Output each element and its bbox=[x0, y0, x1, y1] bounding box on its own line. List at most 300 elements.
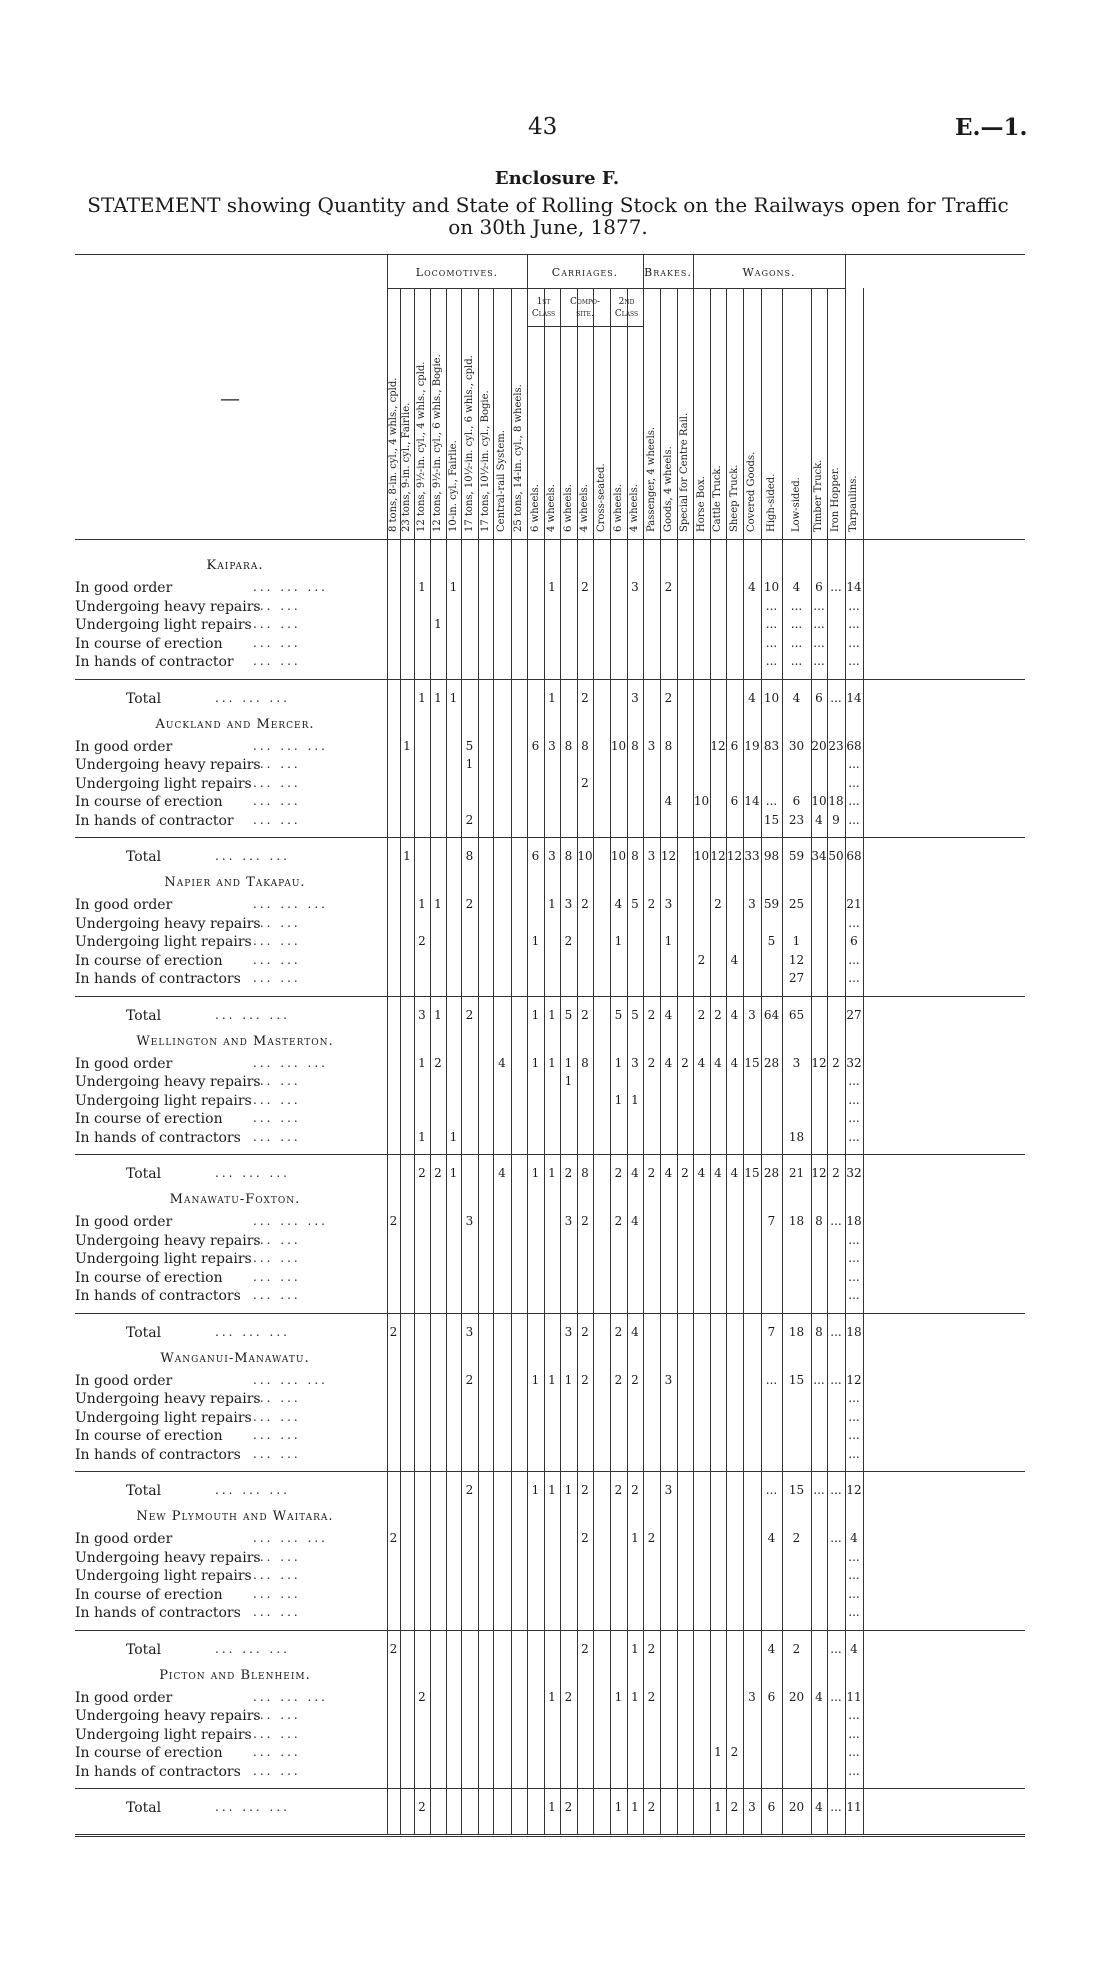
row-label: In good order bbox=[75, 738, 173, 755]
total-cell: 10 bbox=[577, 849, 593, 863]
total-cell: 2 bbox=[418, 1800, 426, 1814]
column-header: Passenger, 4 wheels. bbox=[645, 426, 657, 532]
data-cell: 3 bbox=[647, 738, 656, 753]
data-cell: 83 bbox=[763, 738, 780, 753]
data-cell: ... bbox=[848, 1288, 860, 1302]
total-cell: 4 bbox=[730, 1007, 739, 1022]
total-cell: 1 bbox=[631, 1800, 639, 1814]
total-cell: 1 bbox=[714, 1800, 722, 1814]
data-cell: 12 bbox=[788, 952, 805, 967]
data-cell: 6 bbox=[767, 1689, 776, 1704]
section-heading: Auckland and Mercer. bbox=[155, 716, 315, 732]
row-label: In hands of contractors bbox=[75, 1605, 241, 1621]
data-cell: ... bbox=[813, 635, 825, 650]
column-header: 4 wheels. bbox=[579, 484, 590, 532]
total-cell: 3 bbox=[631, 690, 639, 705]
data-cell: ... bbox=[848, 1111, 860, 1125]
subgroup-composite: Compo- site. bbox=[570, 297, 600, 319]
data-cell: 4 bbox=[730, 1055, 739, 1070]
leader-dots: ... ... bbox=[253, 952, 301, 967]
data-cell: 4 bbox=[815, 1689, 823, 1704]
row-label: In course of erection bbox=[75, 1428, 223, 1444]
enclosure-title: Enclosure F. bbox=[494, 168, 620, 189]
row-label: Undergoing light repairs bbox=[75, 617, 252, 633]
group-rule-brakes bbox=[643, 288, 693, 289]
data-cell: 1 bbox=[418, 580, 426, 594]
data-cell: ... bbox=[830, 580, 842, 594]
data-cell: 11 bbox=[846, 1689, 862, 1704]
leader-dots: ... ... ... bbox=[253, 1689, 328, 1704]
column-header: 12 tons, 9½-in. cyl., 4 whls., cpld. bbox=[416, 361, 427, 532]
total-label: Total bbox=[126, 1166, 162, 1182]
total-cell: 2 bbox=[614, 1483, 623, 1497]
row-label: Undergoing heavy repairs bbox=[75, 598, 261, 615]
data-cell: 1 bbox=[418, 1055, 426, 1070]
data-cell: ... bbox=[830, 1372, 842, 1387]
data-cell: ... bbox=[848, 1074, 860, 1088]
data-cell: 4 bbox=[614, 897, 623, 911]
leader-dots: ... ... ... bbox=[253, 897, 328, 911]
column-header: Low-sided. bbox=[790, 477, 802, 532]
total-cell: 21 bbox=[788, 1166, 805, 1180]
data-cell: 1 bbox=[531, 934, 540, 948]
total-label: Total bbox=[126, 1483, 162, 1499]
column-header: Goods, 4 wheels. bbox=[662, 446, 674, 532]
data-cell: ... bbox=[848, 635, 860, 650]
column-header: 6 wheels. bbox=[562, 484, 574, 532]
total-cell: 2 bbox=[581, 1007, 589, 1022]
subgroup-divider bbox=[560, 288, 561, 328]
total-cell: 98 bbox=[763, 849, 780, 863]
data-cell: 1 bbox=[614, 1689, 623, 1704]
total-cell: 2 bbox=[389, 1641, 398, 1656]
row-label: Undergoing heavy repairs bbox=[75, 757, 261, 773]
total-cell: 4 bbox=[792, 690, 801, 705]
data-cell: ... bbox=[848, 1586, 860, 1601]
total-cell: 5 bbox=[614, 1007, 623, 1022]
total-label: Total bbox=[126, 1641, 162, 1658]
column-header: Special for Centre Rail. bbox=[679, 412, 690, 532]
data-cell: 1 bbox=[664, 934, 673, 948]
data-cell: 14 bbox=[846, 580, 862, 594]
total-cell: 8 bbox=[815, 1324, 823, 1339]
total-cell: 4 bbox=[697, 1166, 706, 1180]
leader-dots: ... ... bbox=[253, 1074, 301, 1088]
total-cell: 4 bbox=[767, 1641, 776, 1656]
total-cell: 1 bbox=[449, 690, 458, 705]
header-separator bbox=[75, 539, 1025, 540]
total-cell: 2 bbox=[714, 1007, 722, 1022]
total-cell: 3 bbox=[418, 1007, 426, 1022]
data-cell: ... bbox=[848, 1446, 860, 1461]
data-cell: 3 bbox=[748, 897, 756, 911]
column-header: 4 wheels. bbox=[546, 484, 557, 532]
data-cell: 1 bbox=[631, 1092, 639, 1107]
leader-dots: ... ... ... bbox=[215, 690, 290, 705]
data-cell: ... bbox=[848, 1708, 860, 1722]
row-label: In good order bbox=[75, 1689, 173, 1706]
data-cell: ... bbox=[848, 971, 860, 985]
data-cell: 68 bbox=[846, 738, 862, 753]
row-label: In good order bbox=[75, 1531, 173, 1547]
data-cell: ... bbox=[848, 794, 860, 808]
total-cell: 11 bbox=[846, 1800, 862, 1814]
total-cell: 1 bbox=[403, 849, 411, 863]
row-label: In good order bbox=[75, 1214, 173, 1230]
total-cell: 2 bbox=[581, 1483, 589, 1497]
total-cell: 8 bbox=[465, 849, 474, 863]
data-cell: 1 bbox=[449, 1129, 458, 1144]
total-cell: 2 bbox=[581, 690, 589, 705]
total-rule bbox=[75, 1313, 1025, 1314]
data-cell: ... bbox=[790, 598, 803, 613]
data-cell: 32 bbox=[846, 1055, 862, 1070]
data-cell: 30 bbox=[788, 738, 805, 753]
data-cell: 14 bbox=[744, 794, 760, 808]
leader-dots: ... ... bbox=[253, 915, 301, 930]
table-top-rule bbox=[75, 254, 1025, 255]
column-header: 10-in. cyl., Fairlie. bbox=[447, 440, 459, 532]
data-cell: 4 bbox=[631, 1214, 639, 1228]
total-cell: 2 bbox=[647, 1800, 656, 1814]
data-cell: ... bbox=[848, 1409, 860, 1424]
data-cell: 2 bbox=[730, 1745, 739, 1759]
section-heading: Wellington and Masterton. bbox=[136, 1033, 334, 1049]
data-cell: 1 bbox=[548, 1055, 556, 1070]
data-cell: 1 bbox=[564, 1074, 573, 1088]
total-cell: 10 bbox=[693, 849, 710, 863]
data-cell: 23 bbox=[788, 812, 805, 827]
column-header: Tarpaulins. bbox=[848, 475, 859, 532]
total-cell: 14 bbox=[846, 690, 862, 705]
total-label: Total bbox=[126, 1800, 162, 1816]
data-cell: 2 bbox=[465, 1372, 474, 1387]
data-cell: 1 bbox=[434, 617, 442, 631]
total-cell: 3 bbox=[748, 1007, 756, 1022]
row-label: In hands of contractors bbox=[75, 1129, 241, 1146]
column-header: 8 tons, 8-in. cyl., 4 whls., cpld. bbox=[387, 377, 399, 532]
column-rule bbox=[527, 254, 528, 1834]
total-label: Total bbox=[126, 690, 162, 707]
data-cell: 3 bbox=[631, 1055, 639, 1070]
row-label: In good order bbox=[75, 1055, 173, 1072]
total-cell: 3 bbox=[548, 849, 556, 863]
data-cell: 3 bbox=[748, 1689, 756, 1704]
total-cell: 2 bbox=[418, 1166, 426, 1180]
subgroup-second_class: 2nd Class bbox=[614, 297, 639, 319]
total-cell: 27 bbox=[846, 1007, 862, 1022]
data-cell: ... bbox=[848, 1605, 860, 1619]
subgroup-first_class: 1st Class bbox=[531, 297, 556, 319]
data-cell: 2 bbox=[581, 775, 589, 790]
data-cell: 3 bbox=[792, 1055, 801, 1070]
row-label: Undergoing light repairs bbox=[75, 775, 252, 792]
data-cell: 15 bbox=[744, 1055, 760, 1070]
group-rule-wagons bbox=[693, 288, 845, 289]
data-cell: ... bbox=[813, 1372, 825, 1387]
total-cell: 65 bbox=[788, 1007, 805, 1022]
leader-dots: ... ... ... bbox=[215, 1166, 290, 1180]
total-rule bbox=[75, 1630, 1025, 1631]
data-cell: 6 bbox=[531, 738, 540, 753]
total-cell: 2 bbox=[564, 1800, 573, 1814]
leader-dots: ... ... ... bbox=[253, 1531, 328, 1545]
data-cell: 1 bbox=[548, 580, 556, 594]
total-cell: 1 bbox=[531, 1483, 540, 1497]
data-cell: 1 bbox=[792, 934, 801, 948]
total-cell: 2 bbox=[647, 1166, 656, 1180]
data-cell: 4 bbox=[792, 580, 801, 594]
data-cell: 10 bbox=[763, 580, 780, 594]
data-cell: ... bbox=[848, 1549, 860, 1564]
total-cell: 28 bbox=[763, 1166, 780, 1180]
total-cell: 1 bbox=[449, 1166, 458, 1180]
data-cell: 2 bbox=[581, 1372, 589, 1387]
data-cell: 8 bbox=[564, 738, 573, 753]
row-label: In course of erection bbox=[75, 1745, 223, 1761]
row-label: Undergoing light repairs bbox=[75, 1726, 252, 1743]
column-header: Cattle Truck. bbox=[712, 465, 723, 532]
total-rule bbox=[75, 679, 1025, 680]
data-cell: 2 bbox=[714, 897, 722, 911]
data-cell: 10 bbox=[610, 738, 627, 753]
leader-dots: ... ... bbox=[253, 1409, 301, 1424]
data-cell: 2 bbox=[647, 1531, 656, 1545]
total-cell: 2 bbox=[614, 1166, 623, 1180]
total-cell: 6 bbox=[531, 849, 540, 863]
total-cell: 33 bbox=[744, 849, 760, 863]
stub-dash: — bbox=[220, 386, 240, 410]
group-header-locomotives: Locomotives. bbox=[415, 266, 499, 279]
total-cell: 1 bbox=[548, 690, 556, 705]
column-header: 6 wheels. bbox=[612, 484, 624, 532]
group-rule-locomotives bbox=[387, 288, 527, 289]
total-cell: 3 bbox=[465, 1324, 474, 1339]
data-cell: ... bbox=[848, 598, 860, 613]
total-cell: 1 bbox=[548, 1800, 556, 1814]
data-cell: ... bbox=[848, 654, 860, 668]
total-cell: 68 bbox=[846, 849, 862, 863]
data-cell: 2 bbox=[564, 1689, 573, 1704]
leader-dots: ... ... bbox=[253, 775, 301, 790]
column-header: 6 wheels. bbox=[529, 484, 541, 532]
row-label: Undergoing heavy repairs bbox=[75, 1232, 261, 1249]
column-rule bbox=[446, 288, 447, 1834]
total-cell: 1 bbox=[434, 690, 442, 705]
data-cell: 1 bbox=[434, 897, 442, 911]
total-cell: 3 bbox=[748, 1800, 756, 1814]
leader-dots: ... ... bbox=[253, 1092, 301, 1107]
leader-dots: ... ... ... bbox=[253, 1055, 328, 1070]
total-cell: 2 bbox=[697, 1007, 706, 1022]
total-label: Total bbox=[126, 849, 162, 865]
data-cell: 10 bbox=[693, 794, 710, 808]
leader-dots: ... ... ... bbox=[215, 1483, 290, 1497]
row-label: In hands of contractor bbox=[75, 654, 234, 670]
data-cell: 1 bbox=[418, 897, 426, 911]
data-cell: 2 bbox=[647, 897, 656, 911]
data-cell: ... bbox=[813, 654, 825, 668]
total-cell: 18 bbox=[846, 1324, 862, 1339]
total-cell: 4 bbox=[748, 690, 756, 705]
row-label: In course of erection bbox=[75, 635, 223, 652]
leader-dots: ... ... ... bbox=[253, 1372, 328, 1387]
data-cell: ... bbox=[765, 635, 778, 650]
data-cell: ... bbox=[830, 1214, 842, 1228]
section-heading: Picton and Blenheim. bbox=[159, 1667, 311, 1683]
data-cell: 20 bbox=[788, 1689, 805, 1704]
total-cell: 7 bbox=[767, 1324, 776, 1339]
total-cell: 4 bbox=[664, 1166, 673, 1180]
leader-dots: ... ... bbox=[253, 1745, 301, 1759]
data-cell: 2 bbox=[832, 1055, 840, 1070]
document-reference: E.—1. bbox=[955, 114, 1028, 141]
total-cell: 1 bbox=[564, 1483, 573, 1497]
data-cell: 8 bbox=[581, 738, 589, 753]
row-label: Undergoing light repairs bbox=[75, 1251, 252, 1267]
data-cell: 2 bbox=[389, 1531, 398, 1545]
leader-dots: ... ... ... bbox=[215, 849, 290, 863]
row-label: In hands of contractors bbox=[75, 1763, 241, 1780]
column-header: Sheep Truck. bbox=[728, 464, 740, 532]
column-rule bbox=[478, 288, 479, 1834]
row-label: In course of erection bbox=[75, 1269, 223, 1286]
data-cell: 2 bbox=[792, 1531, 801, 1545]
group-header-carriages: Carriages. bbox=[551, 266, 619, 279]
total-cell: 4 bbox=[664, 1007, 673, 1022]
column-rule bbox=[511, 288, 512, 1834]
data-cell: 5 bbox=[631, 897, 639, 911]
total-cell: 2 bbox=[564, 1166, 573, 1180]
data-cell: 20 bbox=[811, 738, 827, 753]
data-cell: 6 bbox=[850, 934, 858, 948]
data-cell: 2 bbox=[465, 897, 474, 911]
leader-dots: ... ... bbox=[253, 1605, 301, 1619]
data-cell: ... bbox=[830, 1689, 842, 1704]
data-cell: 1 bbox=[403, 738, 411, 753]
total-cell: 5 bbox=[631, 1007, 639, 1022]
leader-dots: ... ... bbox=[253, 1288, 301, 1302]
data-cell: ... bbox=[848, 812, 860, 827]
heading-line-1: STATEMENT showing Quantity and State of Rolling Stock on the Railways open for Traffic bbox=[87, 193, 1009, 217]
data-cell: ... bbox=[848, 1745, 860, 1759]
leader-dots: ... ... bbox=[253, 1446, 301, 1461]
data-cell: 12 bbox=[811, 1055, 827, 1070]
total-rule bbox=[75, 1788, 1025, 1789]
leader-dots: ... ... bbox=[253, 1251, 301, 1265]
data-cell: 59 bbox=[763, 897, 780, 911]
column-rule bbox=[863, 288, 864, 1834]
row-label: Undergoing light repairs bbox=[75, 1092, 252, 1109]
row-label: Undergoing heavy repairs bbox=[75, 915, 261, 932]
total-rule bbox=[75, 996, 1025, 997]
leader-dots: ... ... bbox=[253, 1586, 301, 1601]
data-cell: ... bbox=[765, 654, 778, 668]
group-header-brakes: Brakes. bbox=[644, 266, 692, 279]
data-cell: ... bbox=[848, 1391, 860, 1405]
data-cell: ... bbox=[765, 598, 778, 613]
data-cell: 2 bbox=[581, 580, 589, 594]
total-cell: 1 bbox=[631, 1641, 639, 1656]
data-cell: 1 bbox=[614, 1055, 623, 1070]
total-cell: 1 bbox=[434, 1007, 442, 1022]
data-cell: 2 bbox=[581, 897, 589, 911]
leader-dots: ... ... ... bbox=[253, 1214, 328, 1228]
column-header: 12 tons, 9½-in. cyl., 6 whls., Bogie. bbox=[432, 354, 443, 532]
data-cell: 19 bbox=[744, 738, 760, 753]
section-heading: Manawatu-Foxton. bbox=[169, 1192, 301, 1207]
column-rule bbox=[693, 254, 694, 1834]
data-cell: 1 bbox=[531, 1055, 540, 1070]
leader-dots: ... ... bbox=[253, 794, 301, 808]
row-label: In hands of contractors bbox=[75, 1288, 241, 1304]
subgroup-rule-composite bbox=[560, 326, 610, 327]
data-cell: 1 bbox=[614, 934, 623, 948]
total-cell: 59 bbox=[788, 849, 805, 863]
data-cell: 18 bbox=[788, 1129, 805, 1144]
total-cell: ... bbox=[830, 1641, 842, 1656]
leader-dots: ... ... bbox=[253, 757, 301, 771]
total-cell: 2 bbox=[614, 1324, 623, 1339]
column-header: 17 tons, 10½-in. cyl., Bogie. bbox=[479, 390, 491, 532]
leader-dots: ... ... ... bbox=[215, 1800, 290, 1814]
data-cell: 1 bbox=[714, 1745, 722, 1759]
data-cell: 2 bbox=[614, 1214, 623, 1228]
total-cell: 1 bbox=[548, 1166, 556, 1180]
data-cell: 2 bbox=[647, 1055, 656, 1070]
total-label: Total bbox=[126, 1324, 162, 1341]
leader-dots: ... ... bbox=[253, 635, 301, 650]
data-cell: ... bbox=[848, 617, 860, 631]
data-cell: 8 bbox=[581, 1055, 589, 1070]
row-label: In course of erection bbox=[75, 794, 223, 810]
data-cell: 2 bbox=[389, 1214, 398, 1228]
row-label: In good order bbox=[75, 580, 173, 596]
data-cell: 2 bbox=[681, 1055, 689, 1070]
data-cell: ... bbox=[765, 617, 778, 631]
total-cell: 6 bbox=[815, 690, 823, 705]
column-header: High-sided. bbox=[765, 473, 777, 532]
data-cell: 1 bbox=[418, 1129, 426, 1144]
total-cell: 6 bbox=[767, 1800, 776, 1814]
data-cell: 2 bbox=[418, 1689, 426, 1704]
section-heading: Napier and Takapau. bbox=[164, 875, 306, 890]
total-cell: 2 bbox=[465, 1007, 474, 1022]
total-cell: 12 bbox=[846, 1483, 862, 1497]
total-cell: ... bbox=[830, 1324, 842, 1339]
data-cell: 3 bbox=[664, 897, 673, 911]
leader-dots: ... ... bbox=[253, 654, 301, 668]
page-number: 43 bbox=[528, 114, 558, 140]
data-cell: ... bbox=[848, 1129, 860, 1144]
data-cell: 4 bbox=[697, 1055, 706, 1070]
heading-line-2: on 30th June, 1877. bbox=[448, 215, 648, 239]
group-header-wagons: Wagons. bbox=[742, 266, 796, 279]
row-label: In course of erection bbox=[75, 1586, 223, 1603]
leader-dots: ... ... ... bbox=[215, 1007, 290, 1022]
data-cell: 3 bbox=[548, 738, 556, 753]
row-label: In hands of contractors bbox=[75, 1446, 241, 1463]
data-cell: ... bbox=[790, 654, 803, 668]
data-cell: 4 bbox=[664, 794, 673, 808]
total-cell: 2 bbox=[434, 1166, 442, 1180]
total-cell: 32 bbox=[846, 1166, 862, 1180]
total-cell: ... bbox=[830, 1483, 842, 1497]
data-cell: ... bbox=[848, 775, 860, 790]
total-cell: 2 bbox=[581, 1324, 589, 1339]
data-cell: 12 bbox=[846, 1372, 862, 1387]
total-cell: 12 bbox=[660, 849, 677, 863]
